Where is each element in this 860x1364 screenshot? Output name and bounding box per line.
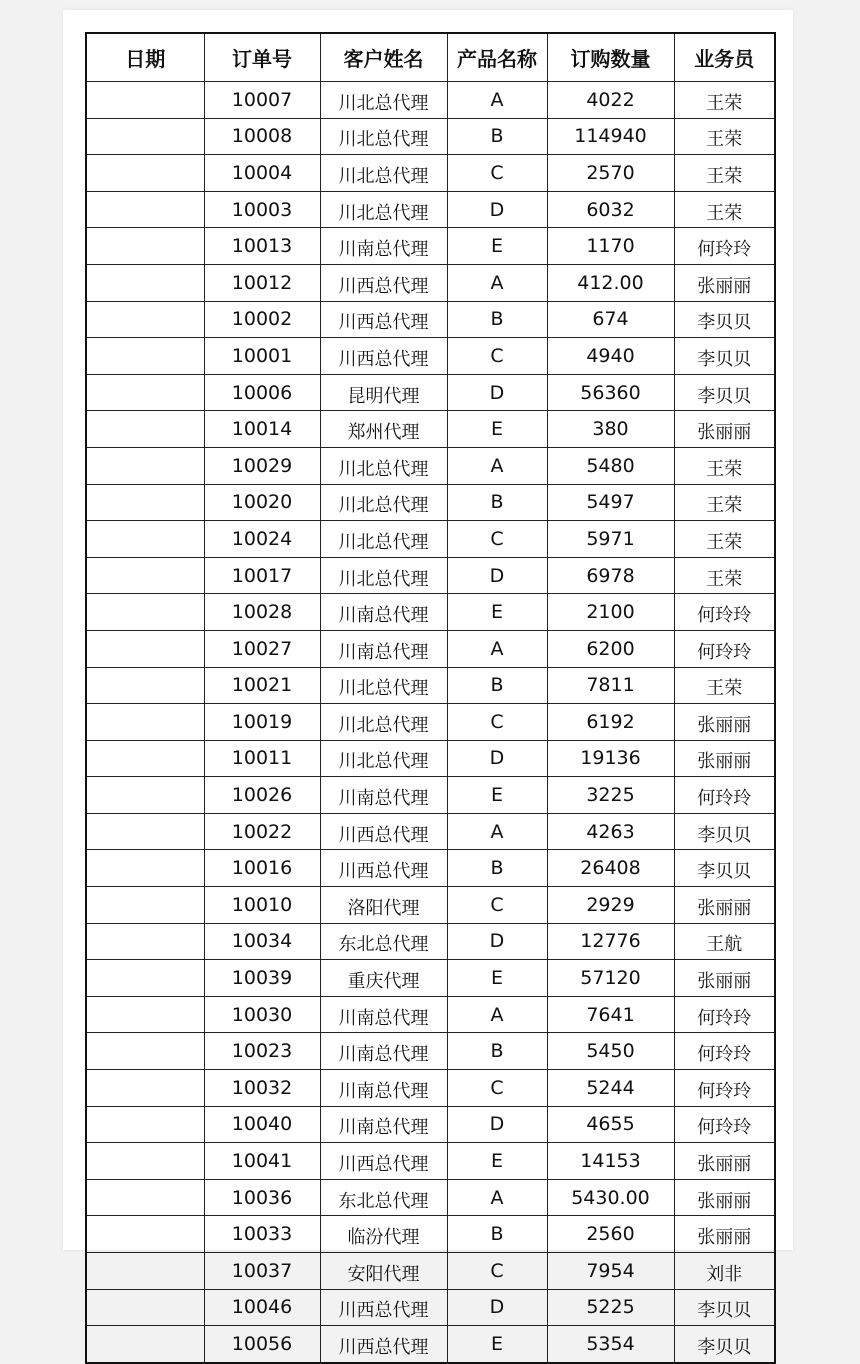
cell-order-no[interactable]: 10056 (204, 1326, 320, 1363)
cell-salesperson[interactable]: 王荣 (674, 118, 775, 155)
cell-quantity[interactable]: 5354 (547, 1326, 674, 1363)
table-row (86, 1070, 775, 1107)
cell-product[interactable]: B (447, 850, 547, 887)
cell-date[interactable] (86, 887, 204, 924)
cell-salesperson[interactable]: 张丽丽 (674, 1143, 775, 1180)
cell-date[interactable] (86, 704, 204, 741)
cell-date[interactable] (86, 338, 204, 375)
table-row (86, 1253, 775, 1290)
cell-salesperson[interactable]: 王荣 (674, 82, 775, 119)
cell-product[interactable]: D (447, 923, 547, 960)
cell-salesperson[interactable]: 李贝贝 (674, 1326, 775, 1363)
cell-customer[interactable]: 川西总代理 (320, 338, 447, 375)
cell-date[interactable] (86, 1106, 204, 1143)
cell-product[interactable]: C (447, 155, 547, 192)
cell-date[interactable] (86, 813, 204, 850)
cell-product[interactable]: B (447, 118, 547, 155)
cell-salesperson[interactable]: 何玲玲 (674, 228, 775, 265)
cell-date[interactable] (86, 484, 204, 521)
cell-order-no[interactable]: 10008 (204, 118, 320, 155)
cell-customer[interactable]: 川西总代理 (320, 813, 447, 850)
cell-quantity[interactable]: 12776 (547, 923, 674, 960)
cell-quantity[interactable]: 2570 (547, 155, 674, 192)
cell-product[interactable]: E (447, 777, 547, 814)
cell-order-no[interactable]: 10034 (204, 923, 320, 960)
table-row (86, 1033, 775, 1070)
cell-quantity[interactable]: 26408 (547, 850, 674, 887)
cell-quantity[interactable]: 4940 (547, 338, 674, 375)
cell-product[interactable]: A (447, 996, 547, 1033)
table-row (86, 850, 775, 887)
table-row (86, 557, 775, 594)
cell-salesperson[interactable]: 王荣 (674, 155, 775, 192)
cell-salesperson[interactable]: 李贝贝 (674, 374, 775, 411)
cell-customer[interactable]: 川南总代理 (320, 594, 447, 631)
cell-quantity[interactable]: 2100 (547, 594, 674, 631)
cell-salesperson[interactable]: 李贝贝 (674, 338, 775, 375)
cell-product[interactable]: E (447, 960, 547, 997)
cell-order-no[interactable]: 10006 (204, 374, 320, 411)
cell-date[interactable] (86, 228, 204, 265)
cell-date[interactable] (86, 667, 204, 704)
cell-product[interactable]: D (447, 1289, 547, 1326)
cell-customer[interactable]: 安阳代理 (320, 1253, 447, 1290)
cell-product[interactable]: E (447, 594, 547, 631)
cell-quantity[interactable]: 7641 (547, 996, 674, 1033)
cell-customer[interactable]: 川北总代理 (320, 740, 447, 777)
table-row (86, 484, 775, 521)
cell-quantity[interactable]: 380 (547, 411, 674, 448)
cell-customer[interactable]: 川西总代理 (320, 301, 447, 338)
cell-product[interactable]: A (447, 813, 547, 850)
cell-salesperson[interactable]: 何玲玲 (674, 1070, 775, 1107)
cell-date[interactable] (86, 557, 204, 594)
cell-date[interactable] (86, 374, 204, 411)
cell-quantity[interactable]: 4655 (547, 1106, 674, 1143)
cell-product[interactable]: B (447, 1216, 547, 1253)
table-row (86, 667, 775, 704)
cell-product[interactable]: A (447, 447, 547, 484)
table-row (86, 594, 775, 631)
cell-product[interactable]: E (447, 228, 547, 265)
cell-date[interactable] (86, 521, 204, 558)
cell-customer[interactable]: 川南总代理 (320, 777, 447, 814)
cell-date[interactable] (86, 923, 204, 960)
cell-product[interactable]: A (447, 264, 547, 301)
header-date: 日期 (86, 33, 204, 82)
table-row (86, 374, 775, 411)
cell-salesperson[interactable]: 何玲玲 (674, 1033, 775, 1070)
cell-date[interactable] (86, 1253, 204, 1290)
cell-order-no[interactable]: 10024 (204, 521, 320, 558)
cell-order-no[interactable]: 10041 (204, 1143, 320, 1180)
cell-salesperson[interactable]: 王荣 (674, 557, 775, 594)
cell-product[interactable]: A (447, 82, 547, 119)
cell-order-no[interactable]: 10020 (204, 484, 320, 521)
cell-date[interactable] (86, 447, 204, 484)
table-row (86, 704, 775, 741)
header-salesperson: 业务员 (674, 33, 775, 82)
cell-quantity[interactable]: 5244 (547, 1070, 674, 1107)
cell-customer[interactable]: 川西总代理 (320, 1143, 447, 1180)
table-row (86, 1289, 775, 1326)
cell-salesperson[interactable]: 何玲玲 (674, 996, 775, 1033)
cell-product[interactable]: E (447, 411, 547, 448)
cell-date[interactable] (86, 1179, 204, 1216)
header-customer: 客户姓名 (320, 33, 447, 82)
header-quantity: 订购数量 (547, 33, 674, 82)
cell-customer[interactable]: 川南总代理 (320, 1106, 447, 1143)
cell-customer[interactable]: 川南总代理 (320, 996, 447, 1033)
table-row (86, 1179, 775, 1216)
cell-salesperson[interactable]: 李贝贝 (674, 813, 775, 850)
cell-quantity[interactable]: 5480 (547, 447, 674, 484)
cell-salesperson[interactable]: 何玲玲 (674, 594, 775, 631)
cell-date[interactable] (86, 118, 204, 155)
cell-salesperson[interactable]: 王荣 (674, 521, 775, 558)
cell-customer[interactable]: 昆明代理 (320, 374, 447, 411)
table-row (86, 264, 775, 301)
cell-order-no[interactable]: 10027 (204, 630, 320, 667)
cell-salesperson[interactable]: 王航 (674, 923, 775, 960)
cell-quantity[interactable]: 7954 (547, 1253, 674, 1290)
cell-product[interactable]: B (447, 1033, 547, 1070)
cell-salesperson[interactable]: 张丽丽 (674, 1216, 775, 1253)
cell-quantity[interactable]: 114940 (547, 118, 674, 155)
cell-date[interactable] (86, 594, 204, 631)
cell-salesperson[interactable]: 刘非 (674, 1253, 775, 1290)
cell-customer[interactable]: 川西总代理 (320, 1326, 447, 1363)
table-row (86, 1106, 775, 1143)
cell-date[interactable] (86, 1143, 204, 1180)
cell-quantity[interactable]: 674 (547, 301, 674, 338)
cell-salesperson[interactable]: 张丽丽 (674, 887, 775, 924)
cell-order-no[interactable]: 10026 (204, 777, 320, 814)
cell-salesperson[interactable]: 王荣 (674, 191, 775, 228)
cell-quantity[interactable]: 5497 (547, 484, 674, 521)
cell-quantity[interactable]: 7811 (547, 667, 674, 704)
cell-date[interactable] (86, 1033, 204, 1070)
cell-quantity[interactable]: 412.00 (547, 264, 674, 301)
table-row (86, 118, 775, 155)
cell-salesperson[interactable]: 王荣 (674, 667, 775, 704)
cell-date[interactable] (86, 1289, 204, 1326)
table-row (86, 740, 775, 777)
cell-customer[interactable]: 川北总代理 (320, 82, 447, 119)
cell-customer[interactable]: 川北总代理 (320, 118, 447, 155)
table-row (86, 191, 775, 228)
cell-date[interactable] (86, 1326, 204, 1363)
cell-customer[interactable]: 川南总代理 (320, 1033, 447, 1070)
cell-customer[interactable]: 川北总代理 (320, 704, 447, 741)
table-row (86, 411, 775, 448)
cell-order-no[interactable]: 10028 (204, 594, 320, 631)
cell-quantity[interactable]: 14153 (547, 1143, 674, 1180)
table-row (86, 923, 775, 960)
table-row (86, 996, 775, 1033)
cell-order-no[interactable]: 10007 (204, 82, 320, 119)
cell-customer[interactable]: 川北总代理 (320, 667, 447, 704)
cell-date[interactable] (86, 777, 204, 814)
cell-quantity[interactable]: 6032 (547, 191, 674, 228)
cell-order-no[interactable]: 10001 (204, 338, 320, 375)
cell-order-no[interactable]: 10011 (204, 740, 320, 777)
cell-salesperson[interactable]: 张丽丽 (674, 704, 775, 741)
cell-quantity[interactable]: 2929 (547, 887, 674, 924)
cell-order-no[interactable]: 10013 (204, 228, 320, 265)
cell-salesperson[interactable]: 张丽丽 (674, 411, 775, 448)
cell-order-no[interactable]: 10023 (204, 1033, 320, 1070)
cell-order-no[interactable]: 10004 (204, 155, 320, 192)
cell-quantity[interactable]: 5450 (547, 1033, 674, 1070)
cell-quantity[interactable]: 6192 (547, 704, 674, 741)
cell-product[interactable]: B (447, 301, 547, 338)
cell-customer[interactable]: 郑州代理 (320, 411, 447, 448)
cell-product[interactable]: C (447, 1070, 547, 1107)
cell-customer[interactable]: 川南总代理 (320, 1070, 447, 1107)
cell-customer[interactable]: 川西总代理 (320, 264, 447, 301)
table-row (86, 1143, 775, 1180)
cell-salesperson[interactable]: 张丽丽 (674, 740, 775, 777)
cell-customer[interactable]: 川北总代理 (320, 521, 447, 558)
cell-salesperson[interactable]: 张丽丽 (674, 264, 775, 301)
table-row (86, 155, 775, 192)
cell-order-no[interactable]: 10033 (204, 1216, 320, 1253)
cell-customer[interactable]: 川南总代理 (320, 630, 447, 667)
cell-product[interactable]: D (447, 1106, 547, 1143)
document-page (63, 10, 793, 1358)
cell-date[interactable] (86, 740, 204, 777)
cell-date[interactable] (86, 82, 204, 119)
cell-quantity[interactable]: 2560 (547, 1216, 674, 1253)
cell-product[interactable]: C (447, 1253, 547, 1290)
cell-date[interactable] (86, 960, 204, 997)
cell-date[interactable] (86, 1070, 204, 1107)
cell-order-no[interactable]: 10012 (204, 264, 320, 301)
cell-order-no[interactable]: 10022 (204, 813, 320, 850)
cell-quantity[interactable]: 1170 (547, 228, 674, 265)
cell-customer[interactable]: 川北总代理 (320, 155, 447, 192)
cell-date[interactable] (86, 850, 204, 887)
cell-customer[interactable]: 临汾代理 (320, 1216, 447, 1253)
table-row (86, 777, 775, 814)
cell-customer[interactable]: 洛阳代理 (320, 887, 447, 924)
cell-product[interactable]: C (447, 704, 547, 741)
cell-salesperson[interactable]: 何玲玲 (674, 630, 775, 667)
cell-date[interactable] (86, 1216, 204, 1253)
cell-order-no[interactable]: 10003 (204, 191, 320, 228)
cell-quantity[interactable]: 57120 (547, 960, 674, 997)
cell-product[interactable]: D (447, 374, 547, 411)
cell-order-no[interactable]: 10036 (204, 1179, 320, 1216)
cell-product[interactable]: C (447, 521, 547, 558)
cell-customer[interactable]: 川北总代理 (320, 557, 447, 594)
cell-order-no[interactable]: 10046 (204, 1289, 320, 1326)
cell-product[interactable]: A (447, 630, 547, 667)
cell-customer[interactable]: 川北总代理 (320, 191, 447, 228)
cell-product[interactable]: D (447, 557, 547, 594)
cell-order-no[interactable]: 10010 (204, 887, 320, 924)
cell-customer[interactable]: 东北总代理 (320, 923, 447, 960)
cell-date[interactable] (86, 264, 204, 301)
cell-product[interactable]: E (447, 1143, 547, 1180)
cell-date[interactable] (86, 301, 204, 338)
cell-customer[interactable]: 川南总代理 (320, 228, 447, 265)
cell-order-no[interactable]: 10039 (204, 960, 320, 997)
cell-product[interactable]: B (447, 484, 547, 521)
table-row (86, 521, 775, 558)
cell-salesperson[interactable]: 李贝贝 (674, 1289, 775, 1326)
cell-salesperson[interactable]: 王荣 (674, 484, 775, 521)
cell-salesperson[interactable]: 王荣 (674, 447, 775, 484)
cell-product[interactable]: D (447, 191, 547, 228)
cell-order-no[interactable]: 10016 (204, 850, 320, 887)
cell-customer[interactable]: 东北总代理 (320, 1179, 447, 1216)
cell-salesperson[interactable]: 李贝贝 (674, 301, 775, 338)
cell-salesperson[interactable]: 李贝贝 (674, 850, 775, 887)
cell-order-no[interactable]: 10017 (204, 557, 320, 594)
table-row (86, 887, 775, 924)
cell-quantity[interactable]: 5225 (547, 1289, 674, 1326)
header-product: 产品名称 (447, 33, 547, 82)
cell-customer[interactable]: 川北总代理 (320, 484, 447, 521)
cell-product[interactable]: C (447, 887, 547, 924)
cell-quantity[interactable]: 3225 (547, 777, 674, 814)
table-row (86, 960, 775, 997)
cell-order-no[interactable]: 10002 (204, 301, 320, 338)
cell-order-no[interactable]: 10029 (204, 447, 320, 484)
cell-order-no[interactable]: 10032 (204, 1070, 320, 1107)
cell-quantity[interactable]: 6200 (547, 630, 674, 667)
cell-quantity[interactable]: 5430.00 (547, 1179, 674, 1216)
cell-product[interactable]: E (447, 1326, 547, 1363)
cell-customer[interactable]: 川西总代理 (320, 1289, 447, 1326)
cell-order-no[interactable]: 10014 (204, 411, 320, 448)
cell-quantity[interactable]: 6978 (547, 557, 674, 594)
cell-customer[interactable]: 川北总代理 (320, 447, 447, 484)
table-row (86, 447, 775, 484)
cell-quantity[interactable]: 4263 (547, 813, 674, 850)
cell-date[interactable] (86, 191, 204, 228)
cell-product[interactable]: C (447, 338, 547, 375)
table-row (86, 630, 775, 667)
cell-date[interactable] (86, 155, 204, 192)
header-row (86, 33, 775, 82)
cell-date[interactable] (86, 411, 204, 448)
cell-product[interactable]: A (447, 1179, 547, 1216)
table-row (86, 82, 775, 119)
cell-order-no[interactable]: 10030 (204, 996, 320, 1033)
cell-quantity[interactable]: 56360 (547, 374, 674, 411)
cell-salesperson[interactable]: 何玲玲 (674, 1106, 775, 1143)
table-row (86, 813, 775, 850)
table-row (86, 1326, 775, 1363)
cell-salesperson[interactable]: 张丽丽 (674, 1179, 775, 1216)
cell-product[interactable]: D (447, 740, 547, 777)
cell-quantity[interactable]: 5971 (547, 521, 674, 558)
cell-date[interactable] (86, 996, 204, 1033)
cell-date[interactable] (86, 630, 204, 667)
cell-customer[interactable]: 重庆代理 (320, 960, 447, 997)
table-row (86, 301, 775, 338)
table-row (86, 228, 775, 265)
cell-salesperson[interactable]: 张丽丽 (674, 960, 775, 997)
cell-quantity[interactable]: 19136 (547, 740, 674, 777)
cell-customer[interactable]: 川西总代理 (320, 850, 447, 887)
cell-order-no[interactable]: 10019 (204, 704, 320, 741)
cell-order-no[interactable]: 10021 (204, 667, 320, 704)
table-row (86, 1216, 775, 1253)
header-order-no: 订单号 (204, 33, 320, 82)
cell-quantity[interactable]: 4022 (547, 82, 674, 119)
cell-order-no[interactable]: 10040 (204, 1106, 320, 1143)
orders-table (85, 32, 776, 1364)
cell-product[interactable]: B (447, 667, 547, 704)
cell-order-no[interactable]: 10037 (204, 1253, 320, 1290)
cell-salesperson[interactable]: 何玲玲 (674, 777, 775, 814)
table-row (86, 338, 775, 375)
